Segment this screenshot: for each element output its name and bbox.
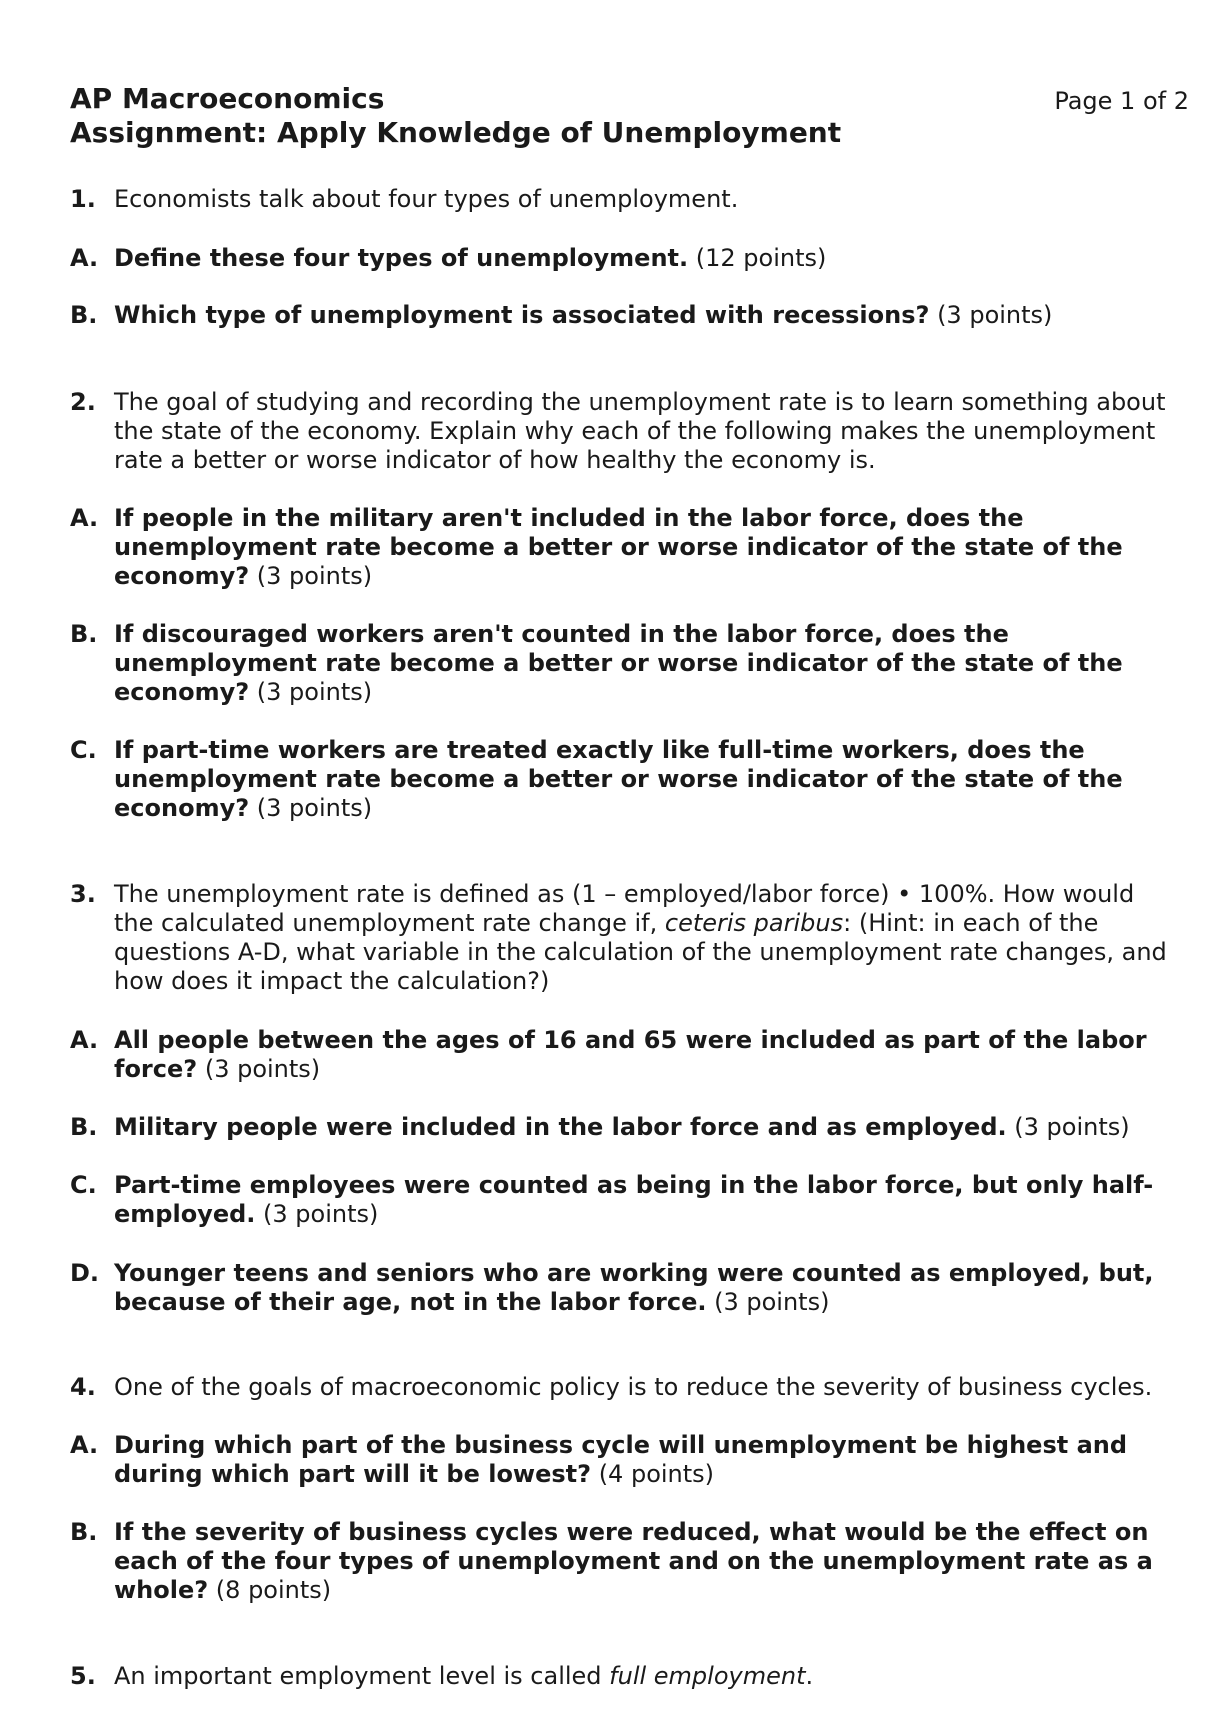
question-text-italic: full employment [609, 1662, 806, 1690]
part-points: (3 points) [1006, 1113, 1130, 1141]
part-points: (3 points) [249, 562, 373, 590]
question-text-part: : (Hint: in each of the questions A-D, what variable in the calculation of the unemployment rate changes, and how does it impact the calculation?) [114, 909, 1167, 995]
question-text [114, 880, 1180, 996]
part-points: (3 points) [255, 1200, 379, 1228]
part-label: A. [70, 244, 99, 272]
question-text-part: An important employment level is called [114, 1662, 610, 1690]
part-points: (12 points) [688, 244, 827, 272]
question-2b [70, 620, 1180, 707]
question-2 [70, 388, 1180, 475]
part-question: During which part of the business cycle will unemployment be highest and during which part will it be lowest? [114, 1431, 1128, 1488]
question-4 [70, 1373, 1180, 1402]
question-5 [70, 1662, 1180, 1691]
part-label: C. [70, 736, 97, 764]
question-1 [70, 185, 1180, 214]
part-question: Military people were included in the labor force and as employed. [114, 1113, 1007, 1141]
assignment-title: Assignment: Apply Knowledge of Unemployment [70, 116, 842, 149]
question-number: 5. [70, 1662, 96, 1690]
question-number: 2. [70, 388, 96, 416]
part-label: B. [70, 1113, 98, 1141]
part-label: C. [70, 1171, 97, 1199]
part-label: A. [70, 1026, 99, 1054]
part-question: If the severity of business cycles were reduced, what would be the effect on each of the four types of unemployment and on the unemployment rate as a whole? [114, 1518, 1153, 1604]
question-4b [70, 1518, 1180, 1605]
question-text: One of the goals of macroeconomic policy is to reduce the severity of business cycles. [114, 1373, 1153, 1401]
part-points: (3 points) [249, 794, 373, 822]
question-text: The goal of studying and recording the unemployment rate is to learn something about the state of the economy. Explain why each of the following makes the unemployment rate a better or worse indicator of how healthy the economy is. [114, 388, 1166, 474]
part-label: A. [70, 504, 99, 532]
question-4a [70, 1431, 1180, 1489]
question-3a [70, 1026, 1180, 1084]
question-number: 3. [70, 880, 96, 908]
question-text-part: . [805, 1662, 814, 1690]
question-number: 4. [70, 1373, 96, 1401]
question-text: Economists talk about four types of unemployment. [114, 185, 739, 213]
question-1a [70, 244, 1180, 273]
question-3c [70, 1171, 1180, 1229]
question-3b [70, 1113, 1180, 1142]
part-question: Younger teens and seniors who are working were counted as employed, but, because of their age, not in the labor force. [114, 1259, 1154, 1316]
part-question: If people in the military aren't included in the labor force, does the unemployment rate become a better or worse indicator of the state of the economy? [114, 504, 1123, 590]
part-points: (3 points) [249, 678, 373, 706]
part-question: Which type of unemployment is associated with recessions? [114, 301, 930, 329]
question-text-italic: ceteris paribus [664, 909, 844, 937]
part-question: Define these four types of unemployment. [114, 244, 689, 272]
part-points: (3 points) [197, 1055, 321, 1083]
part-question: All people between the ages of 16 and 65 were included as part of the labor force? [114, 1026, 1147, 1083]
course-title: AP Macroeconomics [70, 82, 385, 115]
question-text [114, 1662, 1180, 1691]
part-question: If discouraged workers aren't counted in the labor force, does the unemployment rate become a better or worse indicator of the state of the economy? [114, 620, 1123, 706]
question-text-part: The unemployment rate is defined as (1 – employed/labor force) • 100%. How would the calculated unemployment rate change if, [114, 880, 1135, 937]
part-label: B. [70, 301, 98, 329]
question-1b [70, 301, 1180, 330]
part-points: (4 points) [591, 1460, 715, 1488]
question-3 [70, 880, 1180, 996]
part-label: A. [70, 1431, 99, 1459]
question-number: 1. [70, 185, 96, 213]
part-points: (3 points) [929, 301, 1053, 329]
question-3d [70, 1259, 1180, 1317]
part-points: (3 points) [706, 1288, 830, 1316]
question-2a [70, 504, 1180, 591]
part-question: Part-time employees were counted as being in the labor force, but only half-employed. [114, 1171, 1154, 1228]
question-2c [70, 736, 1180, 823]
part-label: D. [70, 1259, 100, 1287]
part-question: If part-time workers are treated exactly like full-time workers, does the unemployment rate become a better or worse indicator of the state of the economy? [114, 736, 1123, 822]
part-points: (8 points) [208, 1576, 332, 1604]
part-label: B. [70, 1518, 98, 1546]
page-number: Page 1 of 2 [1054, 87, 1189, 115]
part-label: B. [70, 620, 98, 648]
